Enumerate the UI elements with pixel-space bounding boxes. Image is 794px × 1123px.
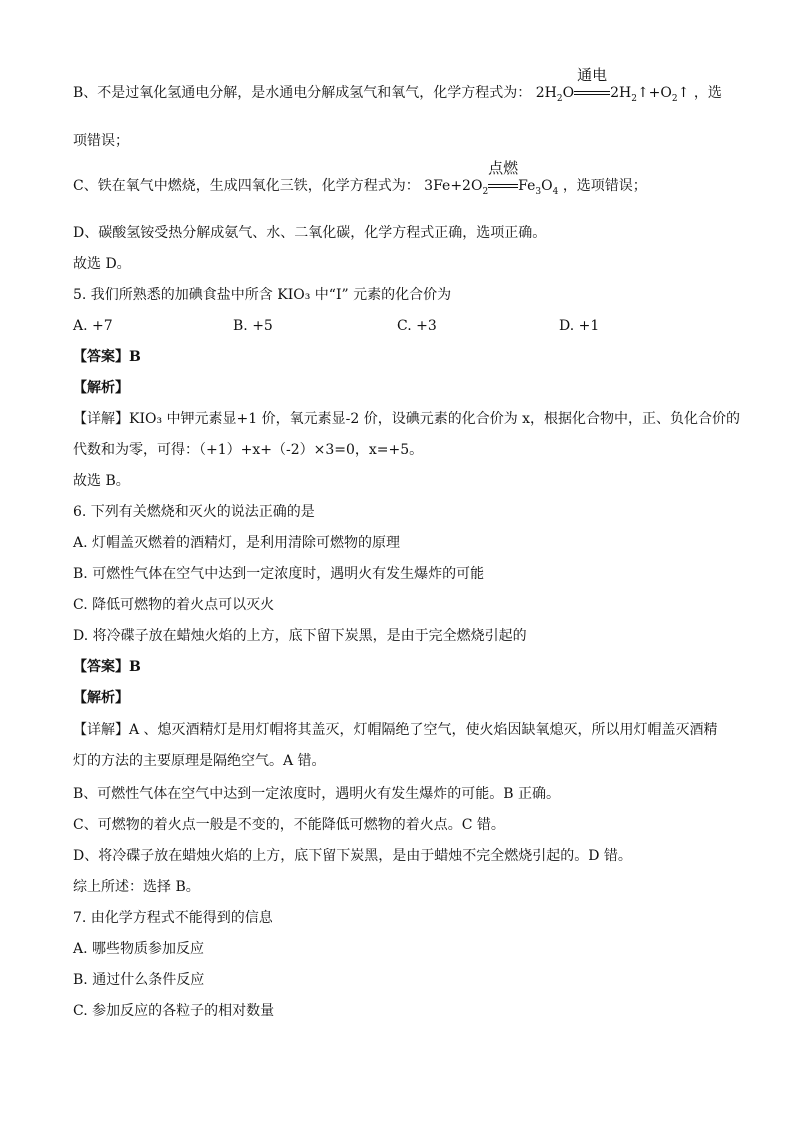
question-6: 6. 下列有关燃烧和灭火的说法正确的是: [73, 504, 315, 520]
condition-label: 通电: [577, 66, 608, 84]
analysis-label: 【解析】: [73, 690, 129, 706]
option-c: C. +3: [397, 318, 437, 334]
equation-iron-combustion: $3Fe+2O_2$ 点燃 $Fe_3O_4$: [424, 159, 559, 197]
option-a: A. 灯帽盖灭燃着的酒精灯，是利用清除可燃物的原理: [73, 535, 401, 551]
option-b: B. 通过什么条件反应: [73, 972, 205, 988]
text-line: D、碳酸氢铵受热分解成氨气、水、二氧化碳，化学方程式正确，选项正确。: [73, 225, 547, 241]
option-c: C. 降低可燃物的着火点可以灭火: [73, 597, 275, 613]
text: ，选项错误；: [562, 178, 647, 194]
question-7: 7. 由化学方程式不能得到的信息: [73, 910, 273, 926]
text: B、不是过氧化氢通电分解，是水通电分解成氢气和氧气，化学方程式为：: [73, 85, 532, 101]
option-c: C. 参加反应的各粒子的相对数量: [73, 1003, 275, 1019]
detail-text: 【详解】A 、熄灭酒精灯是用灯帽将其盖灭，灯帽隔绝了空气，使火焰因缺氧熄灭，所以用灯帽盖灭酒精: [73, 722, 718, 738]
text-line: 综上所述：选择 B。: [73, 879, 200, 895]
option-b: B. +5: [233, 318, 273, 334]
detail-text: C、可燃物的着火点一般是不变的，不能降低可燃物的着火点。C 错。: [73, 817, 505, 833]
equation-water-electrolysis: $2H_2O$ 通电 $2H_2↑+O_2↑$: [535, 66, 690, 104]
answer-label: 【答案】B: [73, 659, 141, 675]
detail-text: B、可燃性气体在空气中达到一定浓度时，遇明火有发生爆炸的可能。B 正确。: [73, 786, 561, 802]
option-d: D. 将冷碟子放在蜡烛火焰的上方，底下留下炭黑，是由于完全燃烧引起的: [73, 628, 527, 644]
option-d: D. +1: [559, 318, 600, 334]
question-5: 5. 我们所熟悉的加碘食盐中所含 KIO₃ 中“I” 元素的化合价为: [73, 287, 452, 303]
line-b-explanation: [73, 66, 722, 109]
text: ，选: [693, 85, 722, 101]
text-line: 项错误；: [73, 133, 129, 149]
detail-text: 代数和为零，可得：（+1）+x+（-2）×3=0，x=+5。: [73, 442, 424, 458]
option-a: A. 哪些物质参加反应: [73, 941, 205, 957]
detail-text: 【详解】KIO₃ 中钾元素显+1 价，氧元素显-2 价，设碘元素的化合价为 x，根据化合物中，正、负化合价的: [73, 411, 741, 427]
line-c-explanation: [73, 159, 647, 202]
answer-label: 【答案】B: [73, 349, 141, 365]
option-a: A. +7: [73, 318, 113, 334]
analysis-label: 【解析】: [73, 380, 129, 396]
text-line: 故选 D。: [73, 256, 131, 272]
text-line: 故选 B。: [73, 473, 130, 489]
text: C、铁在氧气中燃烧，生成四氧化三铁，化学方程式为：: [73, 178, 420, 194]
option-b: B. 可燃性气体在空气中达到一定浓度时，遇明火有发生爆炸的可能: [73, 566, 485, 582]
detail-text: D、将冷碟子放在蜡烛火焰的上方，底下留下炭黑，是由于蜡烛不完全燃烧引起的。D 错。: [73, 848, 632, 864]
detail-text: 灯的方法的主要原理是隔绝空气。A 错。: [73, 753, 326, 769]
condition-label: 点燃: [488, 159, 519, 177]
